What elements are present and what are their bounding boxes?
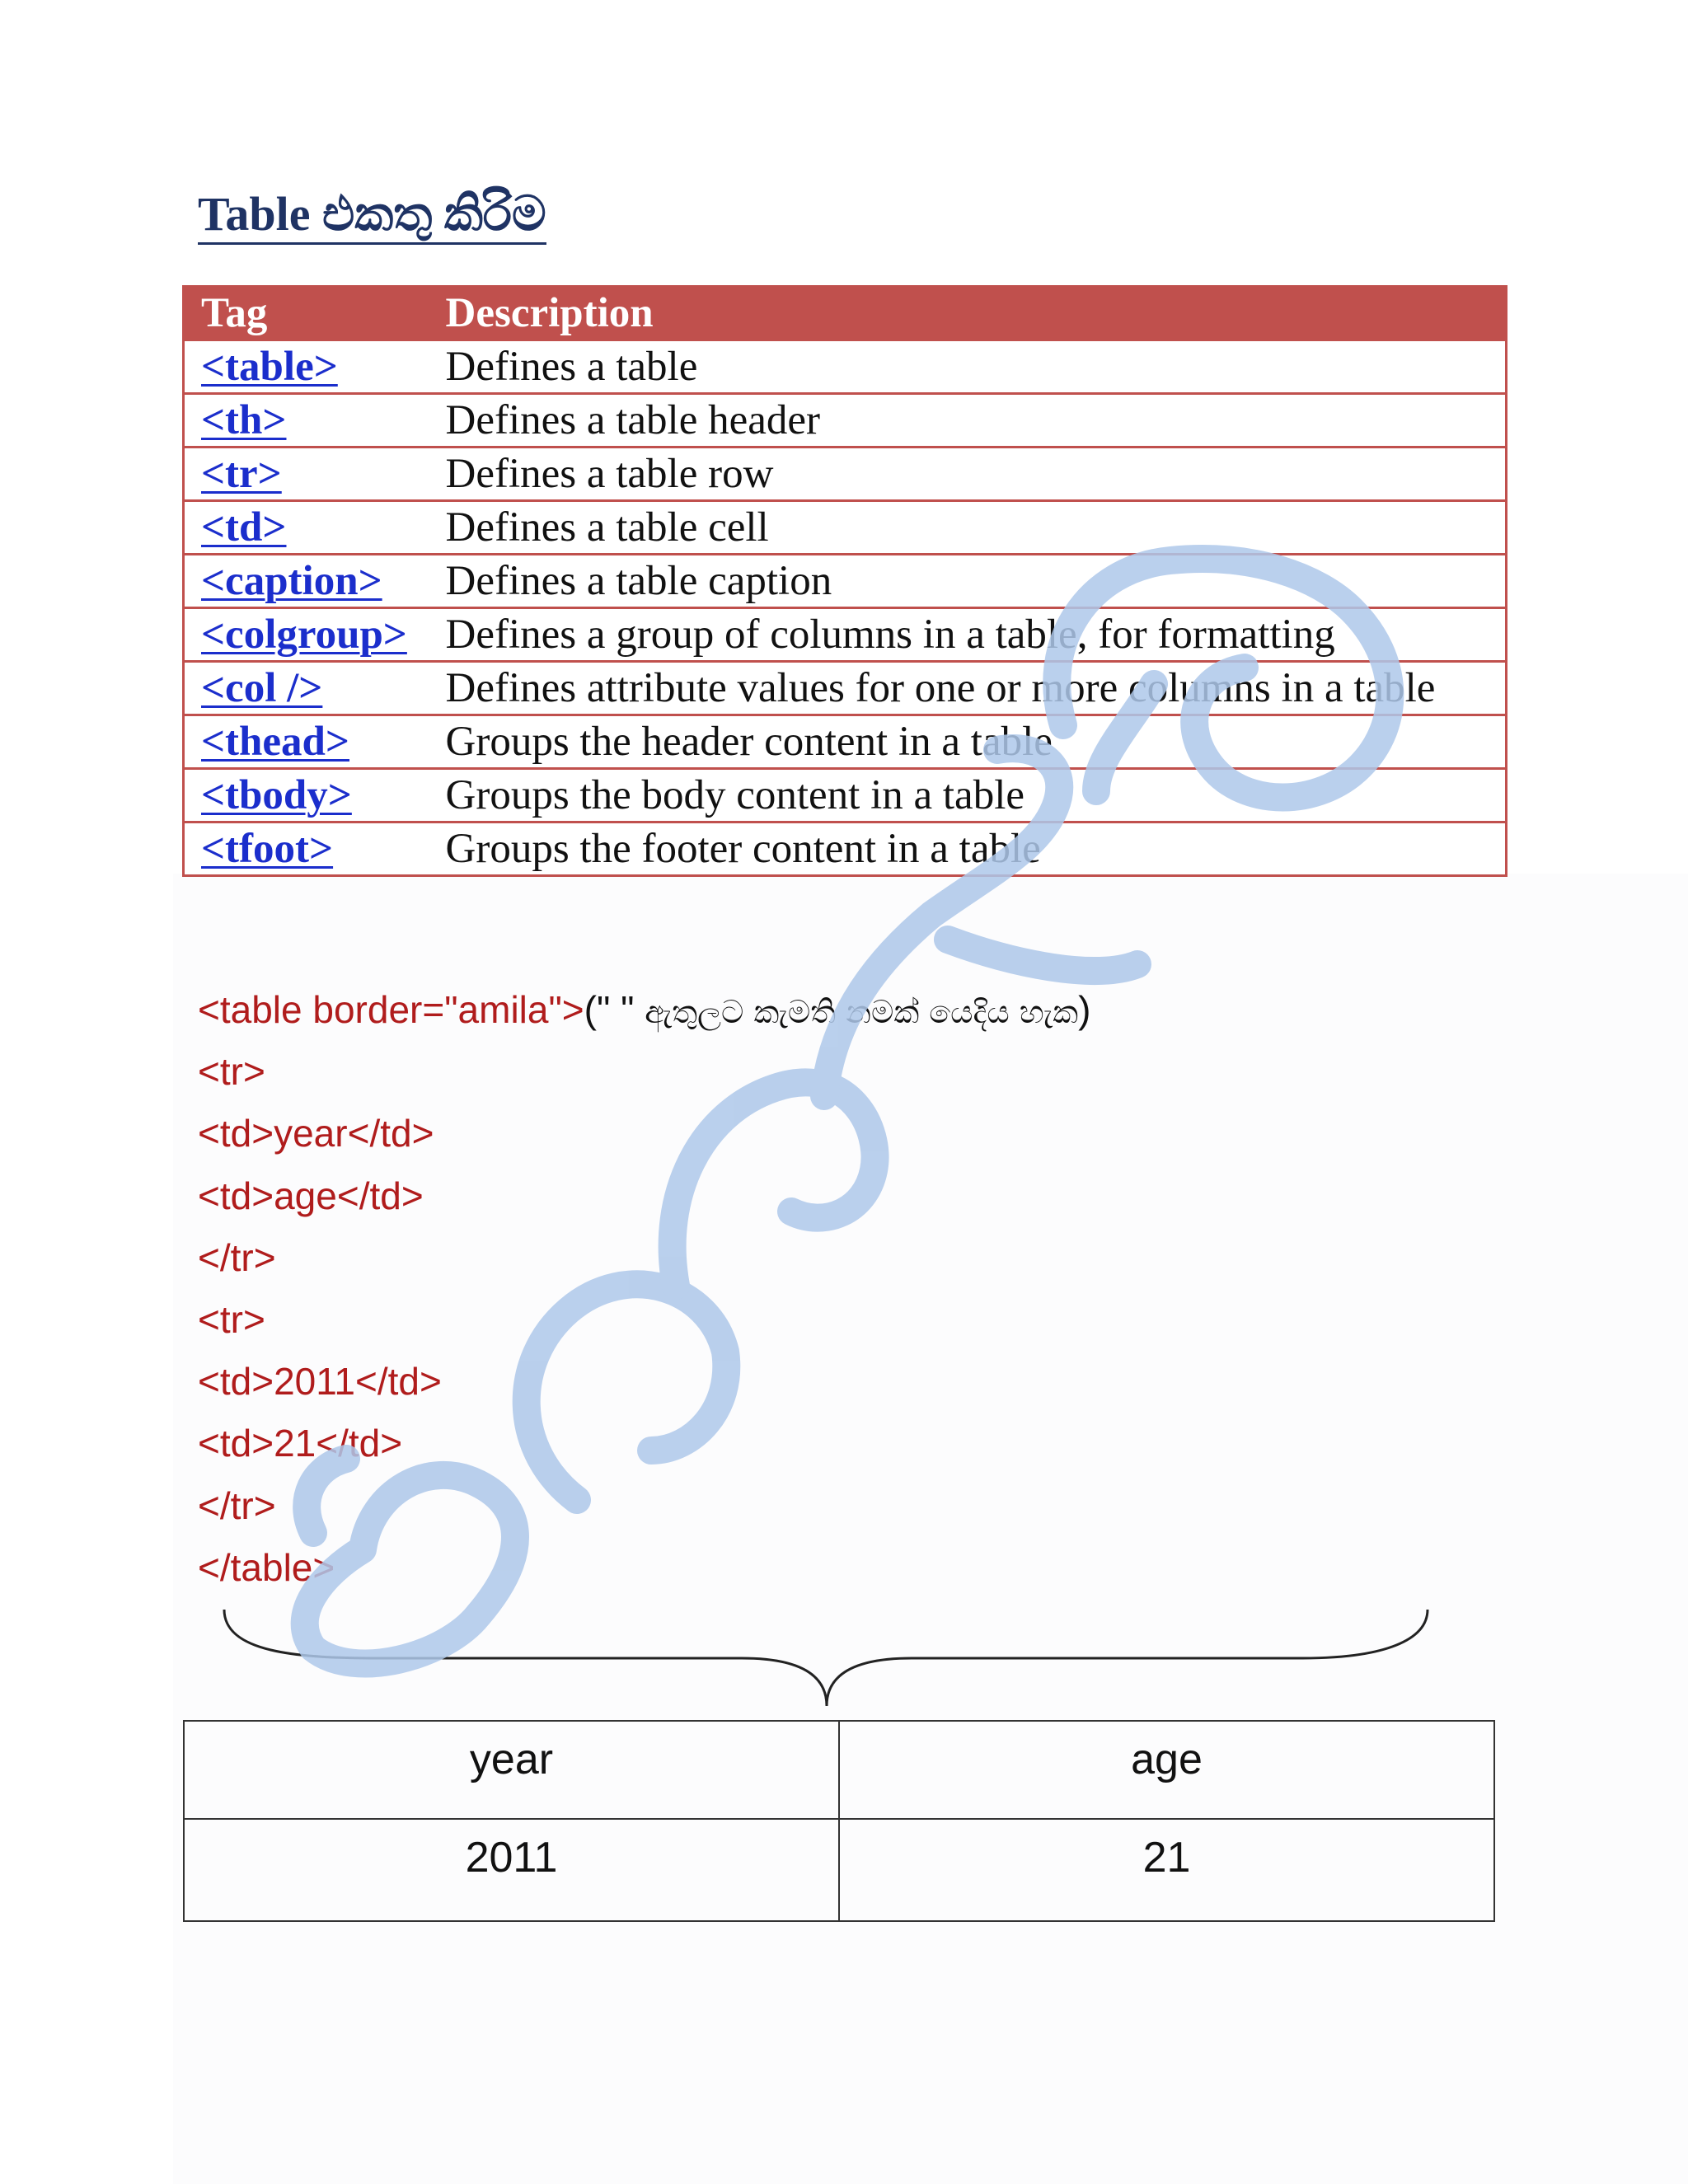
tag-description: Defines a table row: [445, 450, 774, 497]
result-cell-21: 21: [839, 1819, 1494, 1921]
tag-link-table[interactable]: <table>: [201, 343, 338, 390]
tag-link-col[interactable]: <col />: [201, 664, 323, 711]
code-table-open: <table border="amila">: [198, 988, 584, 1031]
tag-link-tr[interactable]: <tr>: [201, 450, 282, 497]
code-note-close: ): [1078, 988, 1091, 1031]
code-line: <tr>: [198, 1050, 265, 1094]
tag-description: Defines attribute values for one or more columns in a table: [445, 664, 1436, 711]
code-line: <td>2011</td>: [198, 1360, 442, 1404]
tag-description: Groups the body content in a table: [445, 771, 1025, 818]
tag-link-tfoot[interactable]: <tfoot>: [201, 825, 334, 872]
code-note-sinhala: ඇතුලට කැමති නමක් යෙදිය හැක: [645, 994, 1079, 1030]
tag-description: Defines a table: [445, 343, 698, 390]
tag-description: Defines a table header: [445, 396, 820, 443]
page-heading: Table එකතු කිරිම: [198, 188, 546, 245]
tag-description: Groups the header content in a table: [445, 718, 1053, 765]
tag-link-caption[interactable]: <caption>: [201, 557, 382, 604]
table-row: [184, 1721, 1494, 1819]
code-line: <tr>: [198, 1297, 265, 1341]
result-cell-2011: 2011: [184, 1819, 839, 1921]
tag-description: Groups the footer content in a table: [445, 825, 1041, 872]
code-line: <td>21</td>: [198, 1422, 403, 1465]
table-row: [184, 1819, 1494, 1921]
tag-link-thead[interactable]: <thead>: [201, 718, 349, 765]
result-cell-year: year: [184, 1721, 839, 1819]
code-line: </table>: [198, 1545, 335, 1589]
code-line: <td>age</td>: [198, 1174, 424, 1217]
rendered-result-table: [183, 1720, 1495, 1922]
tag-description: Defines a group of columns in a table, for formatting: [445, 611, 1335, 658]
result-cell-age: age: [839, 1721, 1494, 1819]
tag-link-th[interactable]: <th>: [201, 396, 287, 443]
code-line: <td>year</td>: [198, 1112, 434, 1155]
tag-description: Defines a table caption: [445, 557, 832, 604]
tag-description: Defines a table cell: [445, 504, 769, 551]
tag-link-td[interactable]: <td>: [201, 504, 287, 551]
code-note-open: (" ": [584, 988, 645, 1031]
tag-link-tbody[interactable]: <tbody>: [201, 771, 352, 818]
code-line: </tr>: [198, 1483, 276, 1527]
tag-column-header: Tag: [184, 287, 429, 340]
tag-link-colgroup[interactable]: <colgroup>: [201, 611, 407, 658]
description-column-header: Description: [429, 287, 1507, 340]
code-line: </tr>: [198, 1235, 276, 1279]
